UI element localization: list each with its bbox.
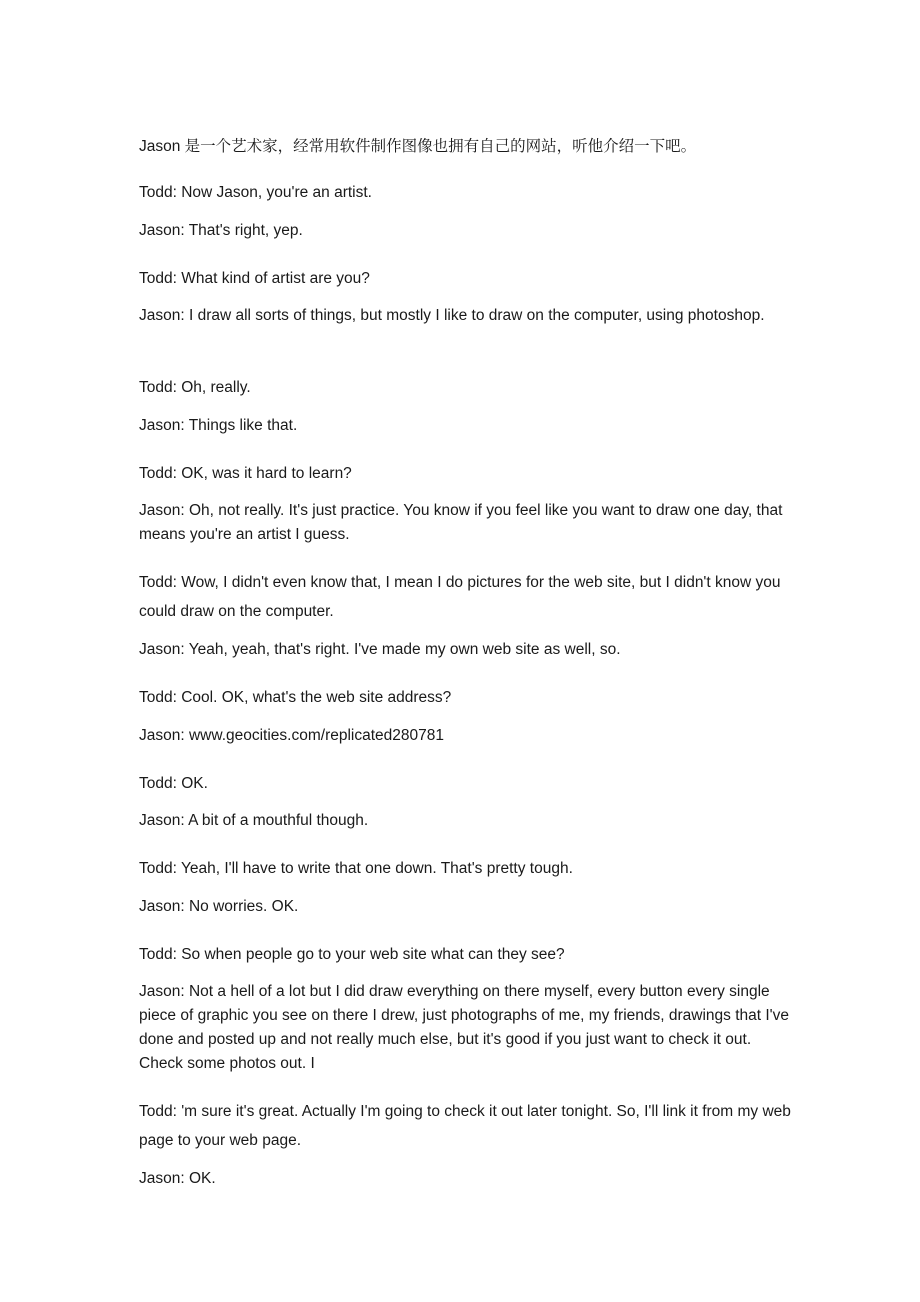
dialogue-line: Todd: Yeah, I'll have to write that one down. That's pretty tough.	[139, 860, 573, 877]
dialogue-line: Jason: Yeah, yeah, that's right. I've made my own web site as well, so.	[139, 641, 621, 658]
dialogue-line: Jason: That's right, yep.	[139, 222, 303, 239]
dialogue-line: Jason: No worries. OK.	[139, 898, 299, 915]
dialogue-line: Todd: Now Jason, you're an artist.	[139, 184, 372, 201]
dialogue-line: Jason: Not a hell of a lot but I did draw everything on there myself, every button every single piece of graphic you see on there I drew, just photographs of me, my friends, drawings that I've done and posted up and not really much else, but it's good if you just want to check it out. Check some photos out. I	[139, 983, 790, 1072]
dialogue-line: Jason: Oh, not really. It's just practice. You know if you feel like you want to draw one day, that means you're an artist I guess.	[139, 502, 783, 543]
dialogue-line: Todd: What kind of artist are you?	[139, 270, 370, 287]
dialogue-line: Todd: Oh, really.	[139, 379, 251, 396]
intro-paragraph: Jason 是一个艺术家，经常用软件制作图像也拥有自己的网站，听他介绍一下吧。	[139, 138, 697, 155]
dialogue-line: Jason: I draw all sorts of things, but mostly I like to draw on the computer, using photoshop.	[139, 307, 765, 324]
dialogue-line: Todd: OK, was it hard to learn?	[139, 465, 352, 482]
dialogue-line: Todd: 'm sure it's great. Actually I'm going to check it out later tonight. So, I'll link it from my web page to your web page.	[139, 1103, 791, 1149]
dialogue-line: Todd: Wow, I didn't even know that, I mean I do pictures for the web site, but I didn't know you could draw on the computer.	[139, 574, 781, 620]
dialogue-line: Jason: Things like that.	[139, 417, 298, 434]
dialogue-line: Todd: OK.	[139, 775, 208, 792]
dialogue-line: Todd: Cool. OK, what's the web site address?	[139, 689, 452, 706]
dialogue-line: Jason: A bit of a mouthful though.	[139, 812, 369, 829]
dialogue-line: Todd: So when people go to your web site what can they see?	[139, 946, 565, 963]
dialogue-line: Jason: OK.	[139, 1170, 216, 1187]
dialogue-line: Jason: www.geocities.com/replicated280781	[139, 727, 445, 744]
